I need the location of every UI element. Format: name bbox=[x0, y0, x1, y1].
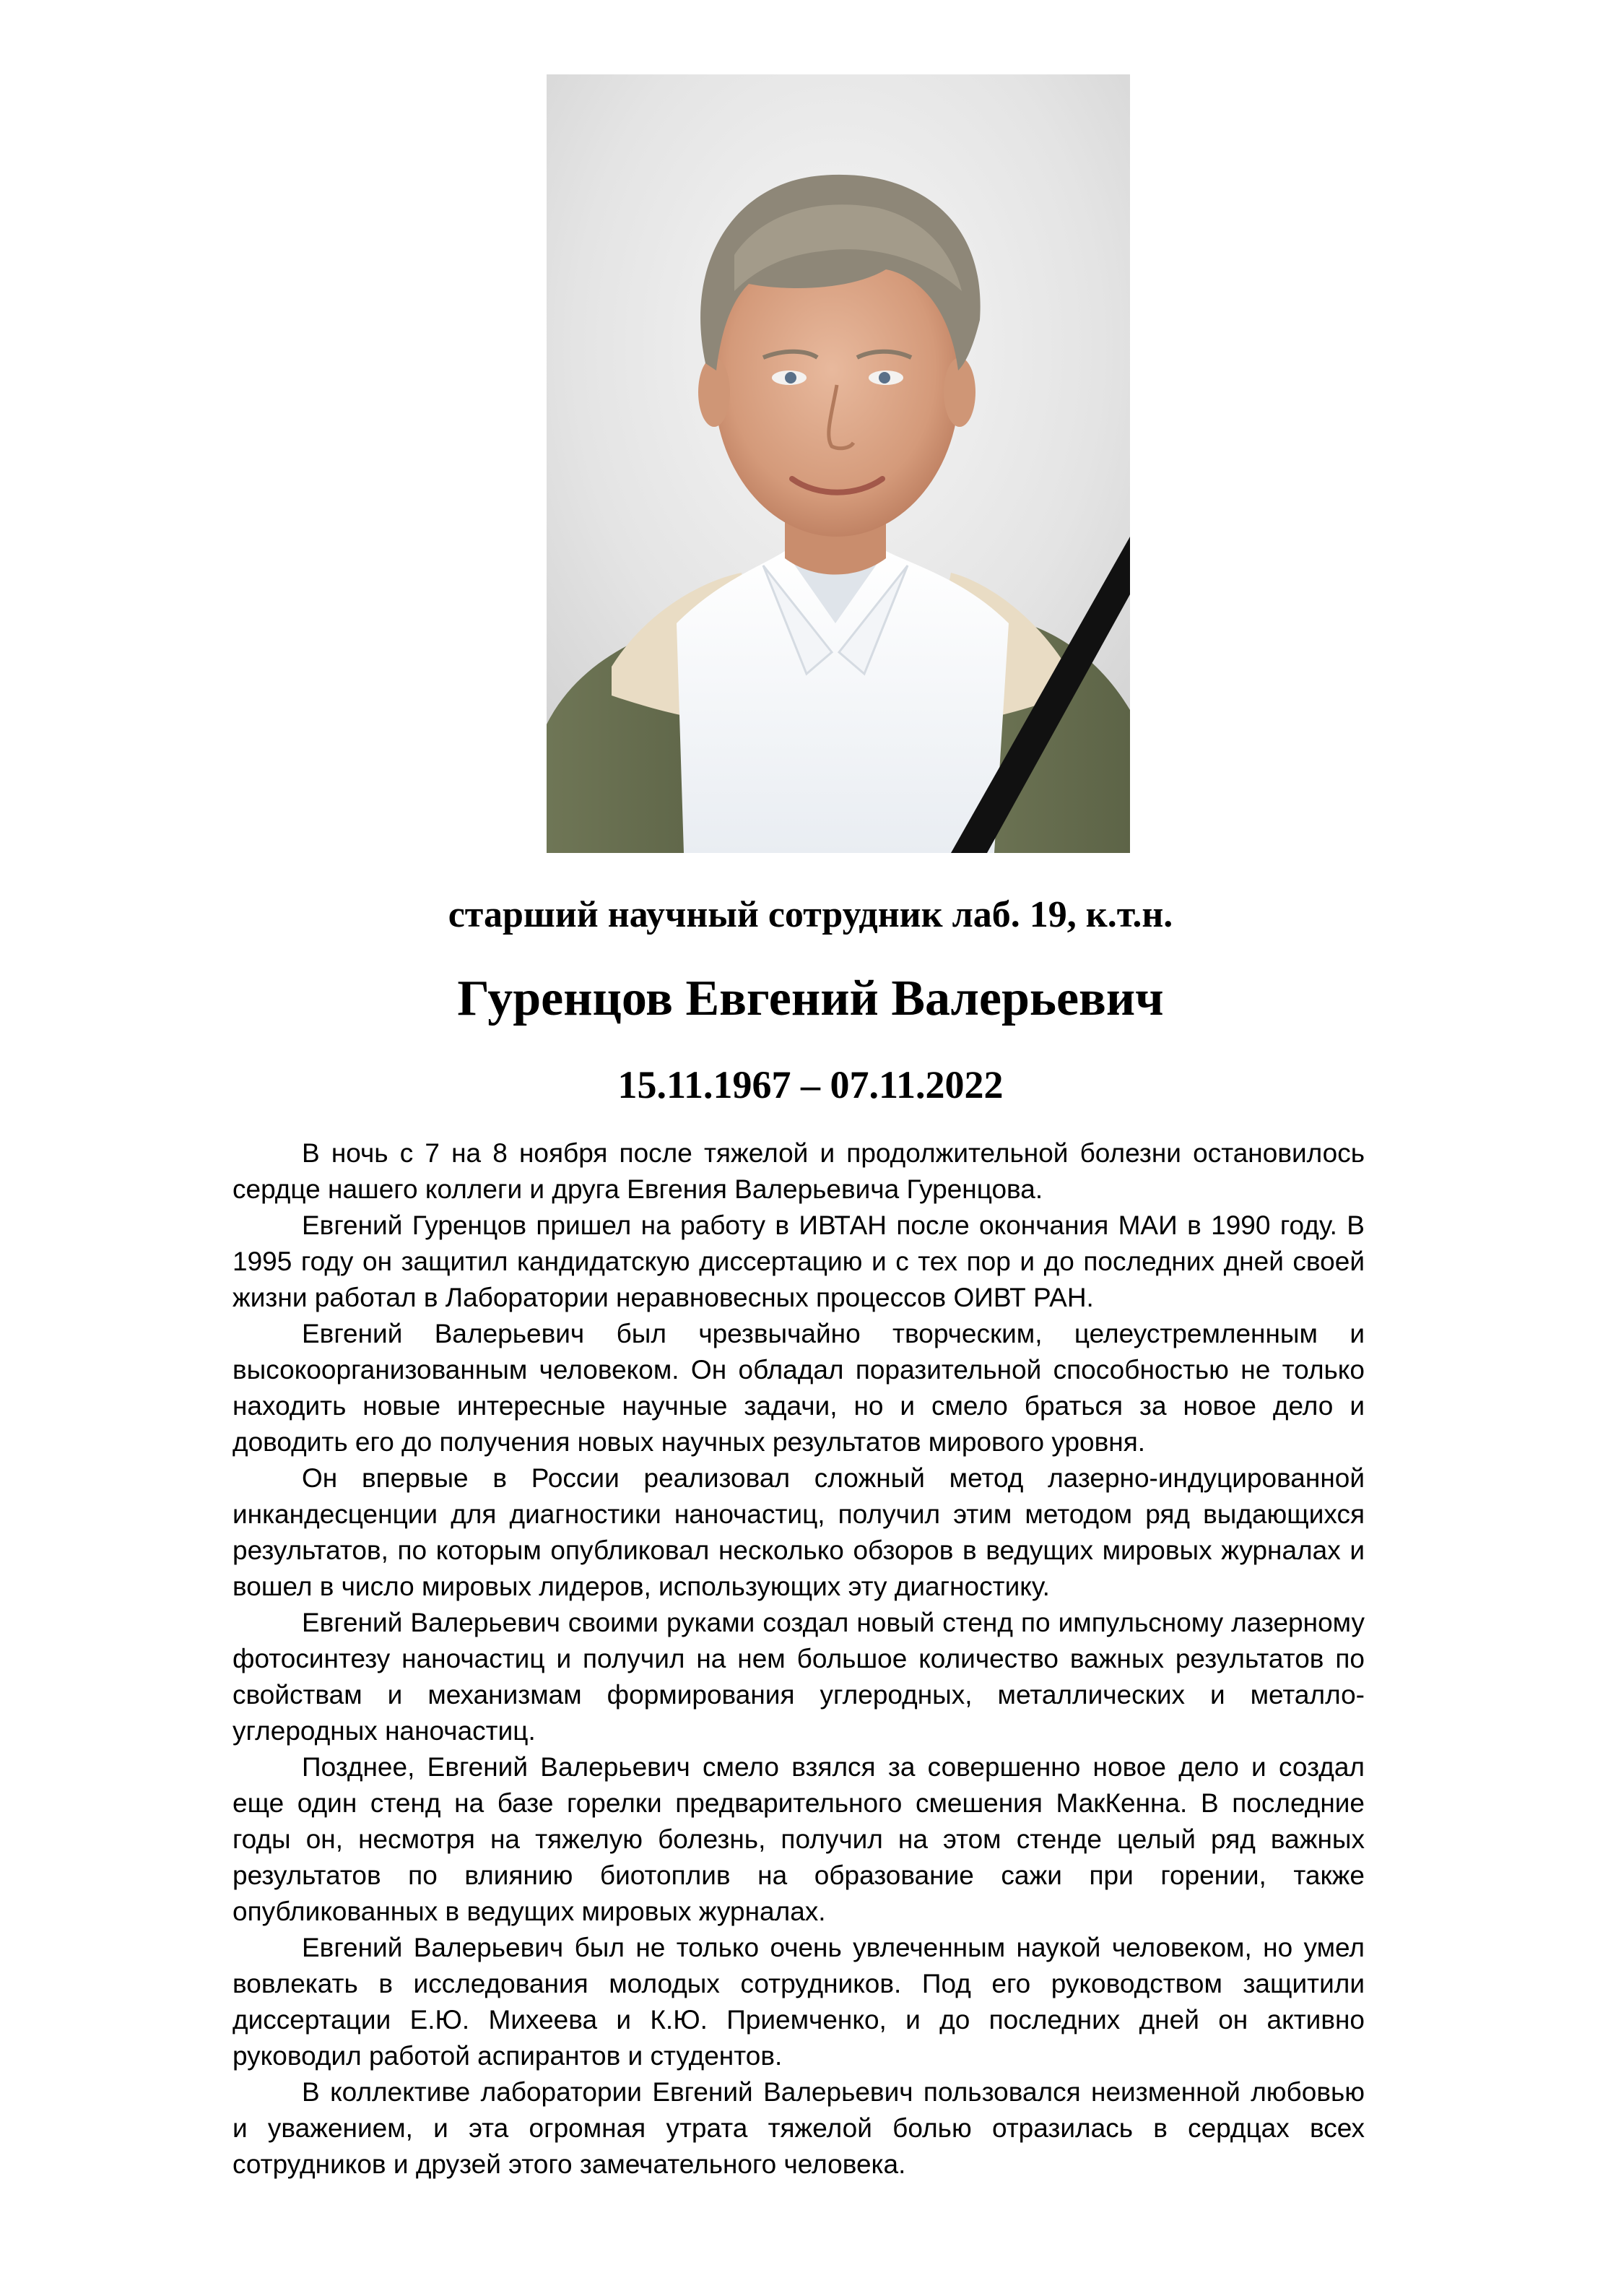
paragraph: Он впервые в России реализовал сложный метод лазерно-индуцированной инкандесценции для диагностики наночастиц, получил этим методом ряд выдающихся результатов, по которым опубликовал несколько обзоров в ведущих мировых журналах и вошел в число мировых лидеров, использующих эту диагностику. bbox=[232, 1463, 1365, 1601]
paragraph: Евгений Гуренцов пришел на работу в ИВТАН после окончания МАИ в 1990 году. В 1995 году он защитил кандидатскую диссертацию и с тех пор и до последних дней своей жизни работал в Лаборатории неравновесных процессов ОИВТ РАН. bbox=[232, 1210, 1365, 1312]
portrait-photo bbox=[547, 74, 1130, 853]
person-name: Гуренцов Евгений Валерьевич bbox=[457, 971, 1164, 1026]
paragraph: В ночь с 7 на 8 ноября после тяжелой и продолжительной болезни остановилось сердце нашего коллеги и друга Евгения Валерьевича Гуренцова. bbox=[232, 1138, 1365, 1204]
paragraph: Евгений Валерьевич был не только очень увлеченным наукой человеком, но умел вовлекать в исследования молодых сотрудников. Под его руководством защитили диссертации Е.Ю. Михеева и К.Ю. Приемченко, и до последних дней он активно руководил работой аспирантов и студентов. bbox=[232, 1933, 1365, 2071]
paragraph: Позднее, Евгений Валерьевич смело взялся за совершенно новое дело и создал еще один стенд на базе горелки предварительного смешения МакКенна. В последние годы он, несмотря на тяжелую болезнь, получил на этом стенде целый ряд важных результатов по влиянию биотоплив на образование сажи при горении, также опубликованных в ведущих мировых журналах. bbox=[232, 1752, 1365, 1926]
paragraph: Евгений Валерьевич своими руками создал новый стенд по импульсному лазерному фотосинтезу наночастиц и получил на нем большое количество важных результатов по свойствам и механизмам формирования углеродных, металлических и металло-углеродных наночастиц. bbox=[232, 1608, 1365, 1746]
paragraph: В коллективе лаборатории Евгений Валерьевич пользовался неизменной любовью и уважением, и эта огромная утрата тяжелой болью отразилась в сердцах всех сотрудников и друзей этого замечательного человека. bbox=[232, 2077, 1365, 2179]
job-title: старший научный сотрудник лаб. 19, к.т.н. bbox=[448, 894, 1173, 935]
life-dates: 15.11.1967 – 07.11.2022 bbox=[617, 1063, 1004, 1106]
portrait-photo-icon bbox=[547, 74, 1130, 853]
obituary-body bbox=[232, 1135, 1365, 2183]
paragraph: Евгений Валерьевич был чрезвычайно творческим, целеустремленным и высокоорганизованным человеком. Он обладал поразительной способностью не только находить новые интересные научные задачи, но и смело браться за новое дело и доводить его до получения новых научных результатов мирового уровня. bbox=[232, 1319, 1365, 1457]
